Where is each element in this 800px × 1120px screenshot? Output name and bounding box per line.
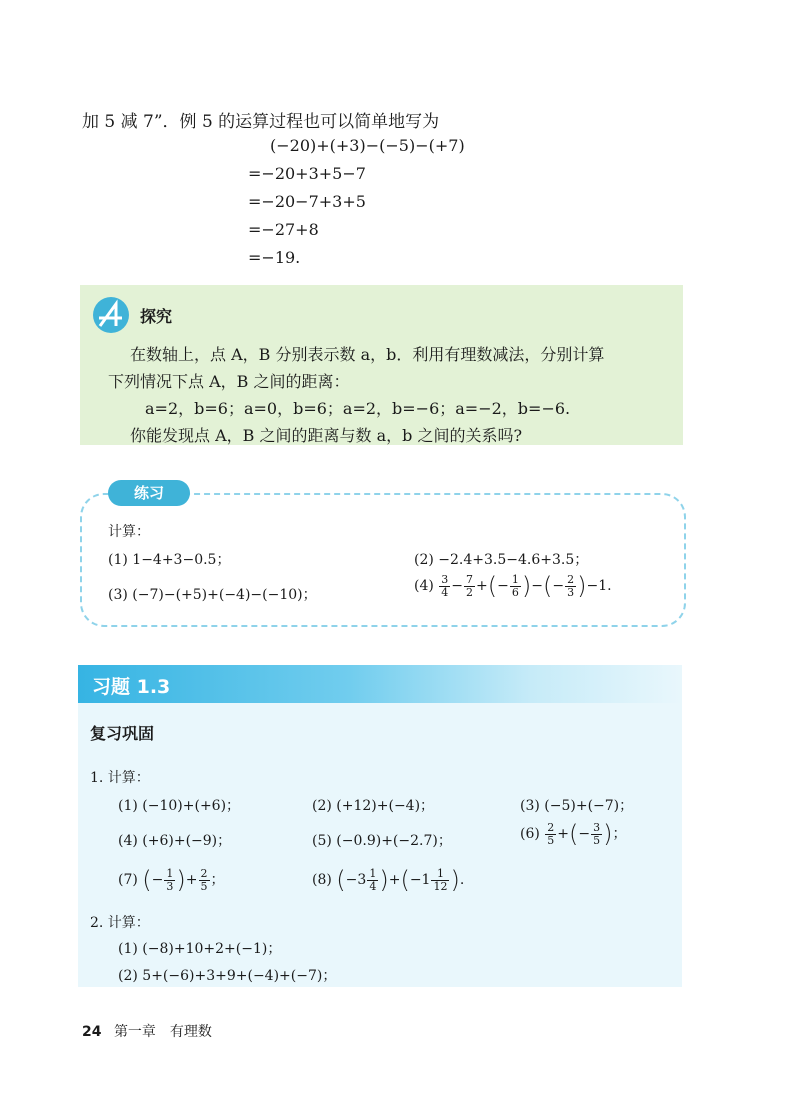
- fraction: $\frac{1}{12}$: [433, 866, 448, 893]
- question-1-label: 1. 计算：: [90, 770, 150, 786]
- fraction: $\frac{1}{6}$: [511, 572, 519, 599]
- question-2-label: 2. 计算：: [90, 915, 150, 931]
- fraction: $\frac{3}{5}$: [593, 820, 601, 847]
- exercises-title: 习题 1.3: [92, 676, 171, 698]
- explore-line-4: 你能发现点 A，B 之间的距离与数 a，b 之间的关系吗?: [130, 426, 523, 445]
- explore-title: 探究: [140, 307, 173, 326]
- q1-item-4: (4) (+6)+(−9)；: [118, 833, 232, 849]
- q1-item-1: (1) (−10)+(+6)；: [118, 798, 241, 814]
- q1-item-8: (8) (−3 $\frac{1}{4}$ )+(−1 $\frac{1}{12}$ ).: [312, 866, 465, 894]
- q2-item-2: (2) 5+(−6)+3+9+(−4)+(−7)；: [118, 968, 337, 984]
- q1-item-3: (3) (−5)+(−7)；: [520, 798, 634, 814]
- fraction: $\frac{7}{2}$: [466, 572, 474, 599]
- page-footer: [82, 1021, 212, 1041]
- fraction: $\frac{3}{4}$: [441, 572, 449, 599]
- practice-item-3: (3) (−7)−(+5)+(−4)−(−10)；: [108, 587, 317, 603]
- practice-item-4: (4) $\frac{3}{4}$ − $\frac{7}{2}$ +(− $\frac{1}{6}$ )−(− $\frac{2}{3}$ )−1.: [414, 572, 612, 600]
- fraction: $\frac{2}{5}$: [200, 866, 208, 893]
- derivation-line-4: =−27+8: [248, 220, 319, 239]
- fraction: $\frac{1}{4}$: [369, 866, 377, 893]
- practice-item-2: (2) −2.4+3.5−4.6+3.5；: [414, 552, 589, 568]
- chapter-title: 第一章 有理数: [113, 1024, 212, 1040]
- q2-item-1: (1) (−8)+10+2+(−1)；: [118, 941, 282, 957]
- fraction: $\frac{1}{3}$: [166, 866, 174, 893]
- derivation-line-3: =−20−7+3+5: [248, 192, 366, 211]
- fraction: $\frac{2}{5}$: [547, 820, 555, 847]
- practice-heading: 计算：: [108, 524, 150, 540]
- intro-text: 加 5 减 7”．例 5 的运算过程也可以简单地写为: [82, 112, 440, 132]
- derivation-line-1: (−20)+(+3)−(−5)−(+7): [270, 136, 465, 155]
- explore-icon: [92, 296, 130, 334]
- practice-item-1: (1) 1−4+3−0.5；: [108, 552, 231, 568]
- review-section-title: 复习巩固: [90, 724, 155, 743]
- derivation-line-5: =−19.: [248, 248, 301, 267]
- q1-item-2: (2) (+12)+(−4)；: [312, 798, 435, 814]
- practice-tag: 练习: [108, 480, 190, 506]
- fraction: $\frac{2}{3}$: [567, 572, 575, 599]
- practice-item-4-label: (4): [414, 578, 434, 594]
- derivation-line-2: =−20+3+5−7: [248, 164, 366, 183]
- page-number: 24: [82, 1024, 102, 1040]
- q1-item-6: (6) $\frac{2}{5}$ +(− $\frac{3}{5}$ )；: [520, 820, 627, 848]
- explore-line-1: 在数轴上，点 A，B 分别表示数 a，b．利用有理数减法，分别计算: [130, 345, 605, 364]
- q1-item-5: (5) (−0.9)+(−2.7)；: [312, 833, 452, 849]
- explore-line-3: a=2，b=6；a=0，b=6；a=2，b=−6；a=−2，b=−6.: [145, 399, 571, 418]
- q1-item-7: (7) (− $\frac{1}{3}$ )+ $\frac{2}{5}$ ；: [118, 866, 225, 894]
- explore-line-2: 下列情况下点 A，B 之间的距离：: [108, 372, 350, 391]
